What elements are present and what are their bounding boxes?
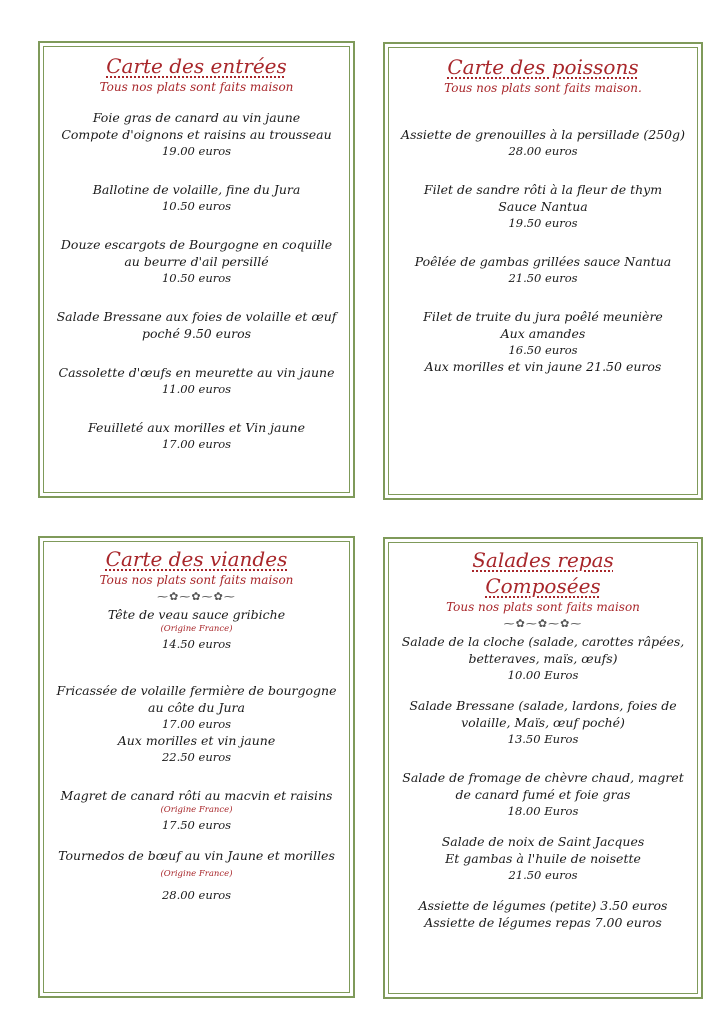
origin-note: (Origine France): [160, 624, 233, 634]
menu-item: Tournedos de bœuf au vin Jaune et morilles (Origine France) 28.00 euros: [40, 847, 353, 903]
price: 21.50 euros: [508, 271, 578, 285]
viandes-title: Carte des viandes: [105, 547, 288, 571]
entrees-title: Carte des entrées: [106, 54, 287, 78]
entrees-subtitle: Tous nos plats sont faits maison: [99, 80, 294, 94]
price: 21.50 euros: [508, 868, 578, 882]
origin-note: (Origine France): [160, 869, 233, 879]
price: 17.00 euros: [161, 437, 232, 451]
origin-note: (Origine France): [160, 805, 233, 815]
menu-item: Filet de sandre rôti à la fleur de thym Sauce Nantua 19.50 euros: [385, 181, 701, 231]
price: 22.50 euros: [161, 750, 232, 764]
price: 14.50 euros: [161, 637, 232, 651]
menu-item: Assiette de légumes (petite) 3.50 euros Assiette de légumes repas 7.00 euros: [418, 898, 668, 930]
price: 18.00 Euros: [507, 804, 579, 818]
menu-item: Douze escargots de Bourgogne en coquille au beurre d'ail persillé 10.50 euros: [40, 236, 353, 286]
price: 10.00 Euros: [507, 668, 579, 682]
price: 16.50 euros: [508, 343, 578, 357]
salades-title: Salades repas: [472, 548, 614, 572]
poissons-title: Carte des poissons: [447, 55, 639, 79]
viandes-subtitle: Tous nos plats sont faits maison: [99, 573, 294, 587]
menu-item: Fricassée de volaille fermière de bourgogne au côte du Jura 17.00 euros Aux morilles et vin jaune 22.50 euros: [40, 682, 353, 765]
price: 17.00 euros: [161, 717, 232, 731]
menu-item: Feuilleté aux morilles et Vin jaune 17.00 euros: [40, 419, 353, 452]
salades-title-line2: Composées: [485, 574, 601, 598]
price: 19.00 euros: [161, 144, 232, 158]
price: 10.50 euros: [161, 271, 232, 285]
menu-item: Magret de canard rôti au macvin et raisins (Origine France) 17.50 euros: [40, 787, 353, 833]
menu-item: Salade de noix de Saint Jacques Et gambas à l'huile de noisette 21.50 euros: [385, 833, 701, 883]
price: 19.50 euros: [508, 216, 578, 230]
menu-item: Cassolette d'œufs en meurette au vin jaune 11.00 euros: [40, 364, 353, 397]
ornament-icon: ⁓✿⁓✿⁓✿⁓: [503, 617, 583, 630]
salades-subtitle: Tous nos plats sont faits maison: [446, 600, 640, 614]
menu-item: Poêlée de gambas grillées sauce Nantua 21.50 euros: [385, 253, 701, 286]
menu-item: Assiette de grenouilles à la persillade (250g) 28.00 euros: [385, 126, 701, 159]
price: 28.00 euros: [508, 144, 578, 158]
poissons-subtitle: Tous nos plats sont faits maison.: [444, 81, 642, 95]
poissons-card: [383, 42, 703, 500]
price: 13.50 Euros: [507, 732, 579, 746]
menu-item: Foie gras de canard au vin jaune Compote d'oignons et raisins au trousseau 19.00 euros: [40, 109, 353, 159]
menu-item: Filet de truite du jura poêlé meunière Aux amandes 16.50 euros Aux morilles et vin jaune 21.50 euros: [385, 308, 701, 375]
menu-item: Salade Bressane (salade, lardons, foies de volaille, Maïs, œuf poché) 13.50 Euros: [385, 697, 701, 747]
price: 10.50 euros: [161, 199, 232, 213]
viandes-card: [38, 536, 355, 998]
menu-item: Tête de veau sauce gribiche (Origine France) 14.50 euros: [40, 606, 353, 652]
price: 11.00 euros: [161, 382, 232, 396]
menu-item: Salade de la cloche (salade, carottes râpées, betteraves, maïs, œufs) 10.00 Euros: [385, 633, 701, 683]
menu-item: Ballotine de volaille, fine du Jura 10.50 euros: [40, 181, 353, 214]
entrees-card: [38, 41, 355, 498]
menu-item: Salade de fromage de chèvre chaud, magret de canard fumé et foie gras 18.00 Euros: [385, 769, 701, 819]
salades-card: [383, 537, 703, 999]
menu-item: Salade Bressane aux foies de volaille et œuf poché 9.50 euros: [56, 309, 337, 341]
ornament-icon: ⁓✿⁓✿⁓✿⁓: [157, 590, 236, 603]
price: 28.00 euros: [161, 888, 232, 902]
price: 17.50 euros: [161, 818, 232, 832]
